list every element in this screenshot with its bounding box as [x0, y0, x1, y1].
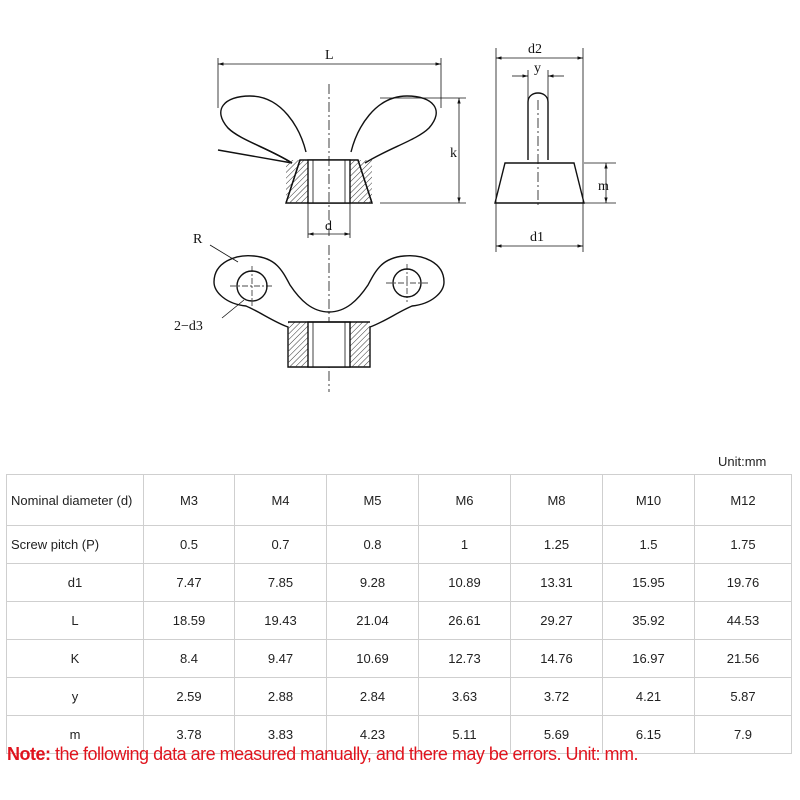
table-cell: 2.84 — [327, 678, 419, 716]
side-base — [495, 163, 584, 203]
label-d2: d2 — [528, 42, 542, 57]
table-cell: 1 — [419, 526, 511, 564]
col-header: M6 — [419, 475, 511, 526]
table-cell: 0.5 — [144, 526, 235, 564]
row-label: m — [7, 716, 144, 754]
table-cell: 3.83 — [235, 716, 327, 754]
table-cell: 9.47 — [235, 640, 327, 678]
table-cell: 9.28 — [327, 564, 419, 602]
label-d3: 2−d3 — [174, 319, 203, 334]
table-row — [7, 602, 792, 640]
table-cell: 21.56 — [695, 640, 792, 678]
col-header: M5 — [327, 475, 419, 526]
row-label: y — [7, 678, 144, 716]
table-row — [7, 640, 792, 678]
col-header: M12 — [695, 475, 792, 526]
front-view — [218, 58, 466, 238]
table-cell: 3.72 — [511, 678, 603, 716]
table-row — [7, 526, 792, 564]
table-cell: 2.88 — [235, 678, 327, 716]
label-d1: d1 — [530, 230, 544, 245]
table-cell: 0.7 — [235, 526, 327, 564]
note-text: the following data are measured manually, and there may be errors. Unit: mm. — [50, 744, 638, 764]
table-cell: 26.61 — [419, 602, 511, 640]
table-cell: 3.78 — [144, 716, 235, 754]
row-label: K — [7, 640, 144, 678]
table-cell: 5.11 — [419, 716, 511, 754]
table-cell: 44.53 — [695, 602, 792, 640]
table-cell: 12.73 — [419, 640, 511, 678]
table-cell: 1.75 — [695, 526, 792, 564]
table-cell: 1.25 — [511, 526, 603, 564]
label-d: d — [325, 219, 332, 234]
table-cell: 14.76 — [511, 640, 603, 678]
label-y: y — [534, 61, 541, 76]
table-cell: 8.4 — [144, 640, 235, 678]
unit-label: Unit:mm — [718, 454, 767, 469]
table-cell: 19.43 — [235, 602, 327, 640]
table-cell: 6.15 — [603, 716, 695, 754]
table-cell: 16.97 — [603, 640, 695, 678]
leader-R — [210, 245, 238, 262]
row-label: Screw pitch (P) — [7, 526, 144, 564]
spec-table — [6, 474, 792, 754]
col-header: M3 — [144, 475, 235, 526]
label-L: L — [325, 48, 334, 63]
top-thread-bore — [308, 322, 350, 367]
table-cell: 5.69 — [511, 716, 603, 754]
row-label: L — [7, 602, 144, 640]
table-row — [7, 564, 792, 602]
label-R: R — [193, 232, 203, 247]
row-label: d1 — [7, 564, 144, 602]
col-header: M8 — [511, 475, 603, 526]
table-cell: 10.89 — [419, 564, 511, 602]
table-cell: 2.59 — [144, 678, 235, 716]
table-cell: 4.23 — [327, 716, 419, 754]
table-cell: 29.27 — [511, 602, 603, 640]
table-cell: 7.9 — [695, 716, 792, 754]
table-cell: 5.87 — [695, 678, 792, 716]
table-cell: 15.95 — [603, 564, 695, 602]
table-cell: 4.21 — [603, 678, 695, 716]
note-prefix: Note: — [7, 744, 51, 764]
header-nominal-diameter: Nominal diameter (d) — [7, 475, 144, 526]
top-view — [210, 245, 444, 392]
label-k: k — [450, 146, 457, 161]
table-cell: 13.31 — [511, 564, 603, 602]
table-header-row — [7, 475, 792, 526]
table-cell: 21.04 — [327, 602, 419, 640]
table-cell: 10.69 — [327, 640, 419, 678]
table-cell: 7.47 — [144, 564, 235, 602]
col-header: M4 — [235, 475, 327, 526]
table-cell: 35.92 — [603, 602, 695, 640]
col-header: M10 — [603, 475, 695, 526]
table-cell: 19.76 — [695, 564, 792, 602]
table-cell: 18.59 — [144, 602, 235, 640]
disclaimer-note — [7, 744, 638, 765]
right-wing — [351, 96, 436, 163]
side-view — [495, 48, 616, 252]
table-row — [7, 678, 792, 716]
table-cell: 0.8 — [327, 526, 419, 564]
table-cell: 3.63 — [419, 678, 511, 716]
table-cell: 1.5 — [603, 526, 695, 564]
table-cell: 7.85 — [235, 564, 327, 602]
label-m: m — [598, 179, 609, 194]
